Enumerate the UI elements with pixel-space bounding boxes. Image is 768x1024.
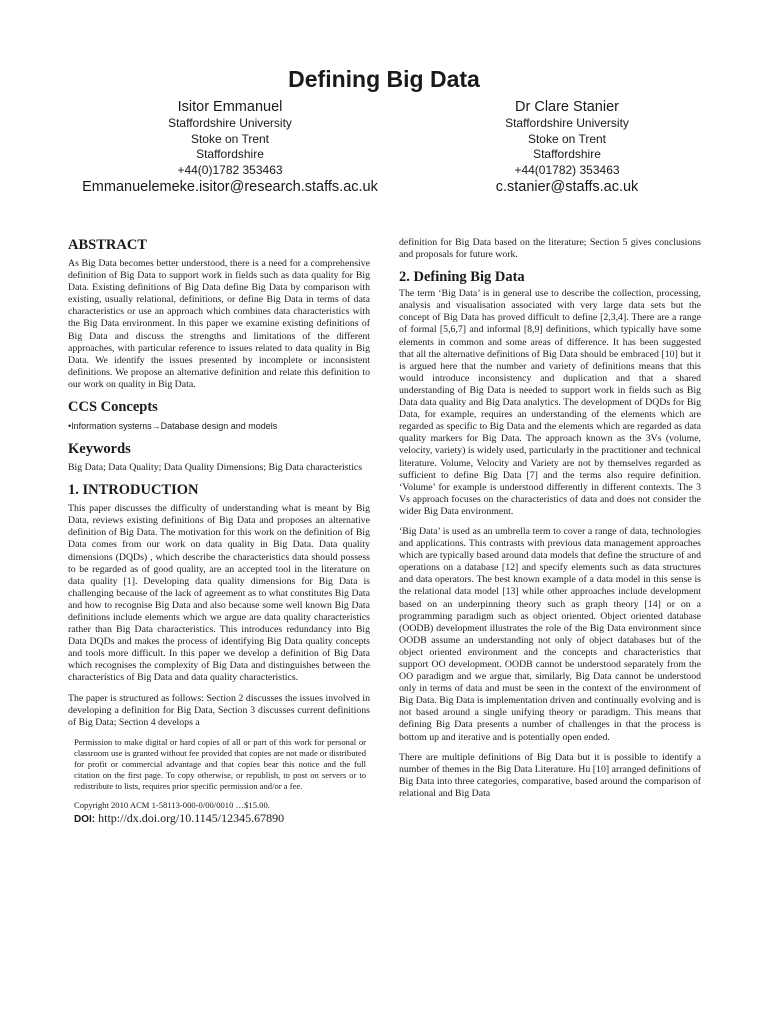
section-2-paragraph: There are multiple definitions of Big Data but it is possible to identify a number of themes in the Big Data Literature. Hu [10] arranged definitions of Big Data into three categories, comparative, based around the comparison of relational and Big Data xyxy=(399,751,701,799)
doi-link[interactable]: http://dx.doi.org/10.1145/12345.67890 xyxy=(98,811,285,826)
paper-title: Defining Big Data xyxy=(288,66,480,92)
author-block-2 xyxy=(392,99,742,196)
keywords-text: Big Data; Data Quality; Data Quality Dimensions; Big Data characteristics xyxy=(68,462,363,474)
author-email: c.stanier@staffs.ac.uk xyxy=(495,179,639,195)
author-name: Dr Clare Stanier xyxy=(515,99,619,115)
author-name: Isitor Emmanuel xyxy=(177,99,283,115)
doi-line xyxy=(74,811,370,827)
copyright-line: Copyright 2010 ACM 1-58113-000-0/00/0010 …$15.00. xyxy=(74,800,270,811)
section-2-heading: 2. Defining Big Data xyxy=(399,269,525,286)
abstract-text: As Big Data becomes better understood, there is a need for a comprehensive definition of Big Data to support work in fields such as data quality for Big Data. Existing definitions of Big Data define Big Data by comparison with existing, usually relational, definitions, or define Big Data in terms of data characteristics or use an approach which combines data characteristics with the Big Data environment. In this paper we examine existing definitions of Big Data and discuss the strengths and limitations of the different approaches, with particular reference to issues related to data quality in Big Data. We identify the issues presented by incomplete or inconsistent definitions. We propose an alternative definition and relate this definition to our work on quality in Big Data. xyxy=(68,258,370,390)
author-block-1 xyxy=(55,99,405,196)
abstract-heading: ABSTRACT xyxy=(68,237,147,253)
author-email: Emmanuelemeke.isitor@research.staffs.ac.uk xyxy=(82,179,378,195)
doi-label: DOI: xyxy=(74,814,96,826)
keywords-heading: Keywords xyxy=(68,441,131,458)
author-affiliation-line: Staffordshire xyxy=(196,147,264,161)
author-phone: +44(0)1782 353463 xyxy=(177,162,283,177)
introduction-paragraph: The paper is structured as follows: Section 2 discusses the issues involved in developing a definition for Big Data, Section 3 discusses current definitions of Big Data; Section 4 develops a xyxy=(68,692,370,728)
introduction-heading: 1. INTRODUCTION xyxy=(68,482,199,499)
author-phone: +44(01782) 353463 xyxy=(514,162,620,177)
left-column xyxy=(68,237,370,827)
author-affiliation-line: Stoke on Trent xyxy=(190,131,270,146)
author-affiliation-line: Staffordshire University xyxy=(505,116,629,130)
ccs-concept-item: •Information systems→Database design and models xyxy=(68,421,278,432)
permission-notice: Permission to make digital or hard copies of all or part of this work for personal or classroom use is granted without fee provided that copies are not made or distributed for profit or commercial advantage and that copies bear this notice and the full citation on the first page. To copy otherwise, or republish, to post on servers or to redistribute to lists, requires prior specific permission and/or a fee. xyxy=(74,736,366,792)
section-2-paragraph: The term ‘Big Data’ is in general use to describe the collection, processing, analysis and visualisation associated with very large data sets but the concept of Big Data has proved difficult to define [2,3,4]. There are a range of formal [5,6,7] and informal [8,9] definitions, which typically have some elements in common and some areas of difference. It has been suggested that all the alternative definitions of Big Data should be embraced [10] but it is argued here that the number and variety of definitions means that this would introduce inconsistency and duplication and that a shared understanding of Big Data is needed to support work in fields such as Big Data data quality and Big Data analytics. The development of DQDs for Big Data, for example, requires an understanding of the elements which are regarded as specific to Big Data and the elements which are regarded as data quality markers for Big Data. The approach known as the 3Vs (volume, velocity, variety) is widely used, particularly in the practitioner and technical literature. Volume, Velocity and Variety are not by themselves regarded as sufficient to define Big Data [7] and the terms also require definition. ‘Volume’ for example is understood differently in different contexts. The 3 Vs approach focuses on the characteristics of data and does not consider the wider Big Data environment. xyxy=(399,288,701,517)
ccs-heading: CCS Concepts xyxy=(68,399,158,416)
introduction-paragraph: This paper discusses the difficulty of understanding what is meant by Big Data, reviews existing definitions of Big Data and proposes an alternative definition of Big Data. The motivation for this work on the definition of Big Data comes from our work on data quality in Big Data. Data quality dimensions (DQDs) , which describe the characteristics data should possess to be regarded as of good quality, are an accepted tool in the literature on data quality [1]. Developing data quality dimensions for Big Data is challenging because of the lack of agreement as to what constitutes Big Data and how to recognise Big Data and also because some well known Big Data definitions include elements which we argue are data quality characteristics rather than Big Data characteristics. This introduces redundancy into Big Data DQDs and makes the process of identifying Big Data quality concepts and tools more difficult. In this paper we develop a definition of Big Data which recognises the complexity of Big Data and distinguishes between the characteristics of Big Data and data quality characteristics. xyxy=(68,503,370,684)
section-2-paragraph: ‘Big Data’ is used as an umbrella term to cover a range of data, technologies and applications. This contrasts with previous data management approaches which are typically based around data models that define the structure of and operations on a database [12] and specify elements such as data structures and data operators. The best known example of a data model in this sense is the relational data model [13] while other approaches include development based on an underpinning theory such as graph theory [14] or on a programming paradigm such as object oriented. Object oriented database (OODB) development illustrates the role of the Big Data environment since OODB assume an understanding not only of object databases but of the object oriented environment and the concepts and characteristics that support OO development. OODB cannot be understood separately from the OO paradigm and we argue that, similarly, Big Data cannot be understood only in terms of data and must be seen in the context of the environment of Big Data. Big Data is implementation driven and continually evolving and is not based around a single unifying theory or paradigm. This means that defining Big Data presents a number of challenges in that the process is bottom up and iterative and is potentially open ended. xyxy=(399,525,701,743)
introduction-continued: definition for Big Data based on the literature; Section 5 gives conclusions and proposals for future work. xyxy=(399,237,701,261)
author-affiliation-line: Staffordshire xyxy=(533,147,601,161)
right-column xyxy=(399,237,701,808)
author-affiliation-line: Stoke on Trent xyxy=(527,131,607,146)
author-affiliation-line: Staffordshire University xyxy=(168,116,292,130)
